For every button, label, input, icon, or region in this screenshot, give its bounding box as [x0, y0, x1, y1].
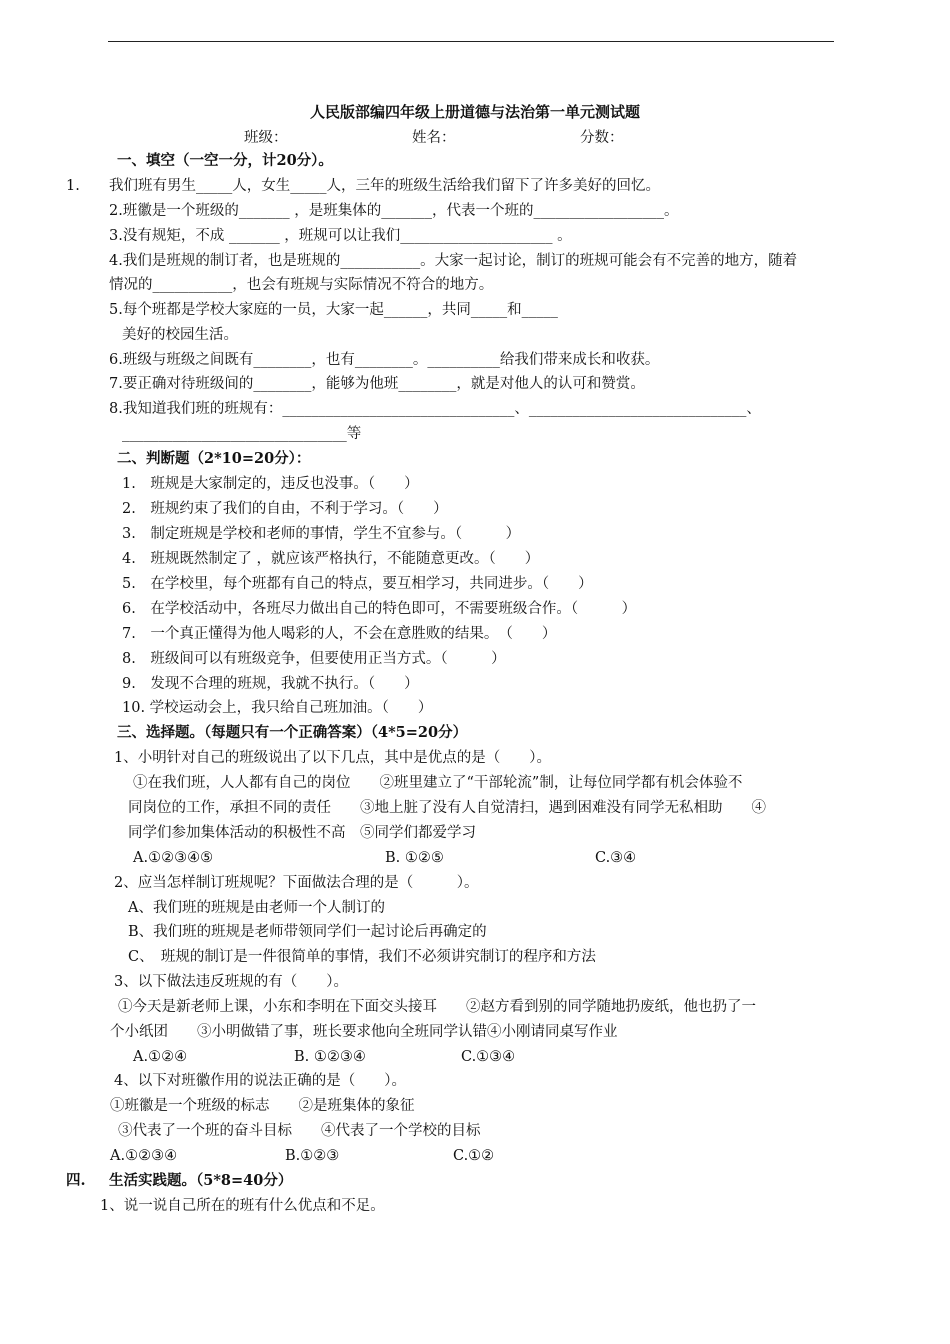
- s3-q2: 2、应当怎样制订班规呢？下面做法合理的是（ ）。: [114, 875, 479, 891]
- s3-q4-text-line2: ③代表了一个班的奋斗目标 ④代表了一个学校的目标: [118, 1123, 481, 1139]
- s3-q4-text-line1: ①班徽是一个班级的标志 ②是班集体的象征: [110, 1098, 415, 1114]
- s2-item-3: 3. 制定班规是学校和老师的事情，学生不宜参与。（ ）: [122, 526, 521, 542]
- s1-q1: 我们班有男生_____人，女生_____人，三年的班级生活给我们留下了许多美好的回忆。: [109, 178, 660, 194]
- name-field-label: 姓名：: [412, 130, 456, 146]
- s2-item-6: 6. 在学校活动中，各班尽力做出自己的特色即可，不需要班级合作。（ ）: [122, 601, 637, 617]
- s3-q1-option-a: A.①②③④⑤: [133, 850, 214, 866]
- s1-q1-number: 1.: [66, 178, 80, 194]
- s3-q2-option-a: A、我们班的班规是由老师一个人制订的: [128, 900, 385, 916]
- s1-q4-line2: 情况的___________，也会有班规与实际情况不符合的地方。: [109, 277, 494, 293]
- section4-heading: 生活实践题。（5*8=40分）: [109, 1172, 293, 1189]
- s3-q3-text-line1: ①今天是新老师上课，小东和李明在下面交头接耳 ②赵方看到别的同学随地扔废纸，他也扔了一: [118, 999, 756, 1015]
- s3-q3-option-b: B. ①②③④: [294, 1049, 366, 1065]
- s2-item-1: 1. 班规是大家制定的，违反也没事。（ ）: [122, 476, 419, 492]
- s1-q5-line1: 5.每个班都是学校大家庭的一员，大家一起______，共同_____和_____: [109, 302, 558, 318]
- s3-q4-option-a: A.①②③④: [110, 1148, 178, 1164]
- section2-heading: 二、判断题（2*10=20分）：: [117, 450, 311, 467]
- s2-item-4: 4. 班规既然制定了 ，就应该严格执行，不能随意更改。（ ）: [122, 551, 540, 567]
- section3-heading: 三、选择题。（每题只有一个正确答案）（4*5=20分）: [117, 724, 468, 741]
- section4-number: 四.: [66, 1172, 86, 1189]
- s3-q4-option-c: C.①②: [453, 1148, 495, 1164]
- s3-q3-option-a: A.①②④: [133, 1049, 188, 1065]
- s2-item-2: 2. 班规约束了我们的自由，不利于学习。（ ）: [122, 501, 448, 517]
- s3-q4-option-b: B.①②③: [285, 1148, 340, 1164]
- section1-heading: 一、填空（一空一分，计20分）。: [117, 152, 333, 169]
- s2-item-7: 7. 一个真正懂得为他人喝彩的人，不会在意胜败的结果。 （ ）: [122, 626, 557, 642]
- s3-q2-option-c: C、 班规的制订是一件很简单的事情，我们不必须讲究制订的程序和方法: [128, 949, 596, 965]
- s3-q4: 4、以下对班徽作用的说法正确的是（ ）。: [114, 1073, 406, 1089]
- s1-q5-line2: 美好的校园生活。: [122, 327, 238, 343]
- s3-q3: 3、以下做法违反班规的有（ ）。: [114, 974, 348, 990]
- s2-item-5: 5. 在学校里，每个班都有自己的特点，要互相学习，共同进步。（ ）: [122, 576, 593, 592]
- s1-q8-line2: _______________________________等: [122, 426, 362, 442]
- s1-q2: 2.班徽是一个班级的_______ ，是班集体的_______，代表一个班的__________________。: [109, 203, 679, 219]
- score-field-label: 分数：: [580, 130, 624, 146]
- s3-q1-text-line1: ①在我们班，人人都有自己的岗位 ②班里建立了“干部轮流”制，让每位同学都有机会体验不: [133, 775, 743, 791]
- s3-q1: 1、小明针对自己的班级说出了以下几点，其中是优点的是（ ）。: [114, 750, 551, 766]
- s1-q6: 6.班级与班级之间既有________，也有________。__________给我们带来成长和收获。: [109, 352, 660, 368]
- s1-q7: 7.要正确对待班级间的________，能够为他班________，就是对他人的认可和赞赏。: [109, 376, 645, 392]
- s3-q2-option-b: B、我们班的班规是老师带领同学们一起讨论后再确定的: [128, 924, 487, 940]
- s4-q1: 1、说一说自己所在的班有什么优点和不足。: [100, 1198, 385, 1214]
- s3-q3-option-c: C.①③④: [461, 1049, 516, 1065]
- s1-q4-line1: 4.我们是班规的制订者，也是班规的___________。大家一起讨论，制订的班规可能会有不完善的地方，随着: [109, 253, 798, 269]
- s3-q1-text-line2: 同岗位的工作，承担不同的责任 ③地上脏了没有人自觉清扫，遇到困难没有同学无私相助 ④: [128, 800, 766, 816]
- header-rule: [108, 41, 834, 42]
- s1-q8-line1: 8.我知道我们班的班规有：________________________________、______________________________、: [109, 401, 761, 417]
- s3-q3-text-line2: 个小纸团 ③小明做错了事，班长要求他向全班同学认错④小刚请同桌写作业: [110, 1024, 618, 1040]
- s3-q1-option-b: B. ①②⑤: [385, 850, 444, 866]
- class-field-label: 班级：: [244, 130, 288, 146]
- s2-item-10: 10. 学校运动会上，我只给自己班加油。（ ）: [122, 700, 433, 716]
- s2-item-8: 8. 班级间可以有班级竞争，但要使用正当方式。（ ）: [122, 651, 506, 667]
- s3-q1-option-c: C.③④: [595, 850, 637, 866]
- s1-q3: 3.没有规矩，不成 _______ ，班规可以让我们_____________________ 。: [109, 228, 572, 244]
- s2-item-9: 9. 发现不合理的班规，我就不执行。（ ）: [122, 676, 419, 692]
- page-title: 人民版部编四年级上册道德与法治第一单元测试题: [309, 103, 640, 121]
- s3-q1-text-line3: 同学们参加集体活动的积极性不高 ⑤同学们都爱学习: [128, 825, 476, 841]
